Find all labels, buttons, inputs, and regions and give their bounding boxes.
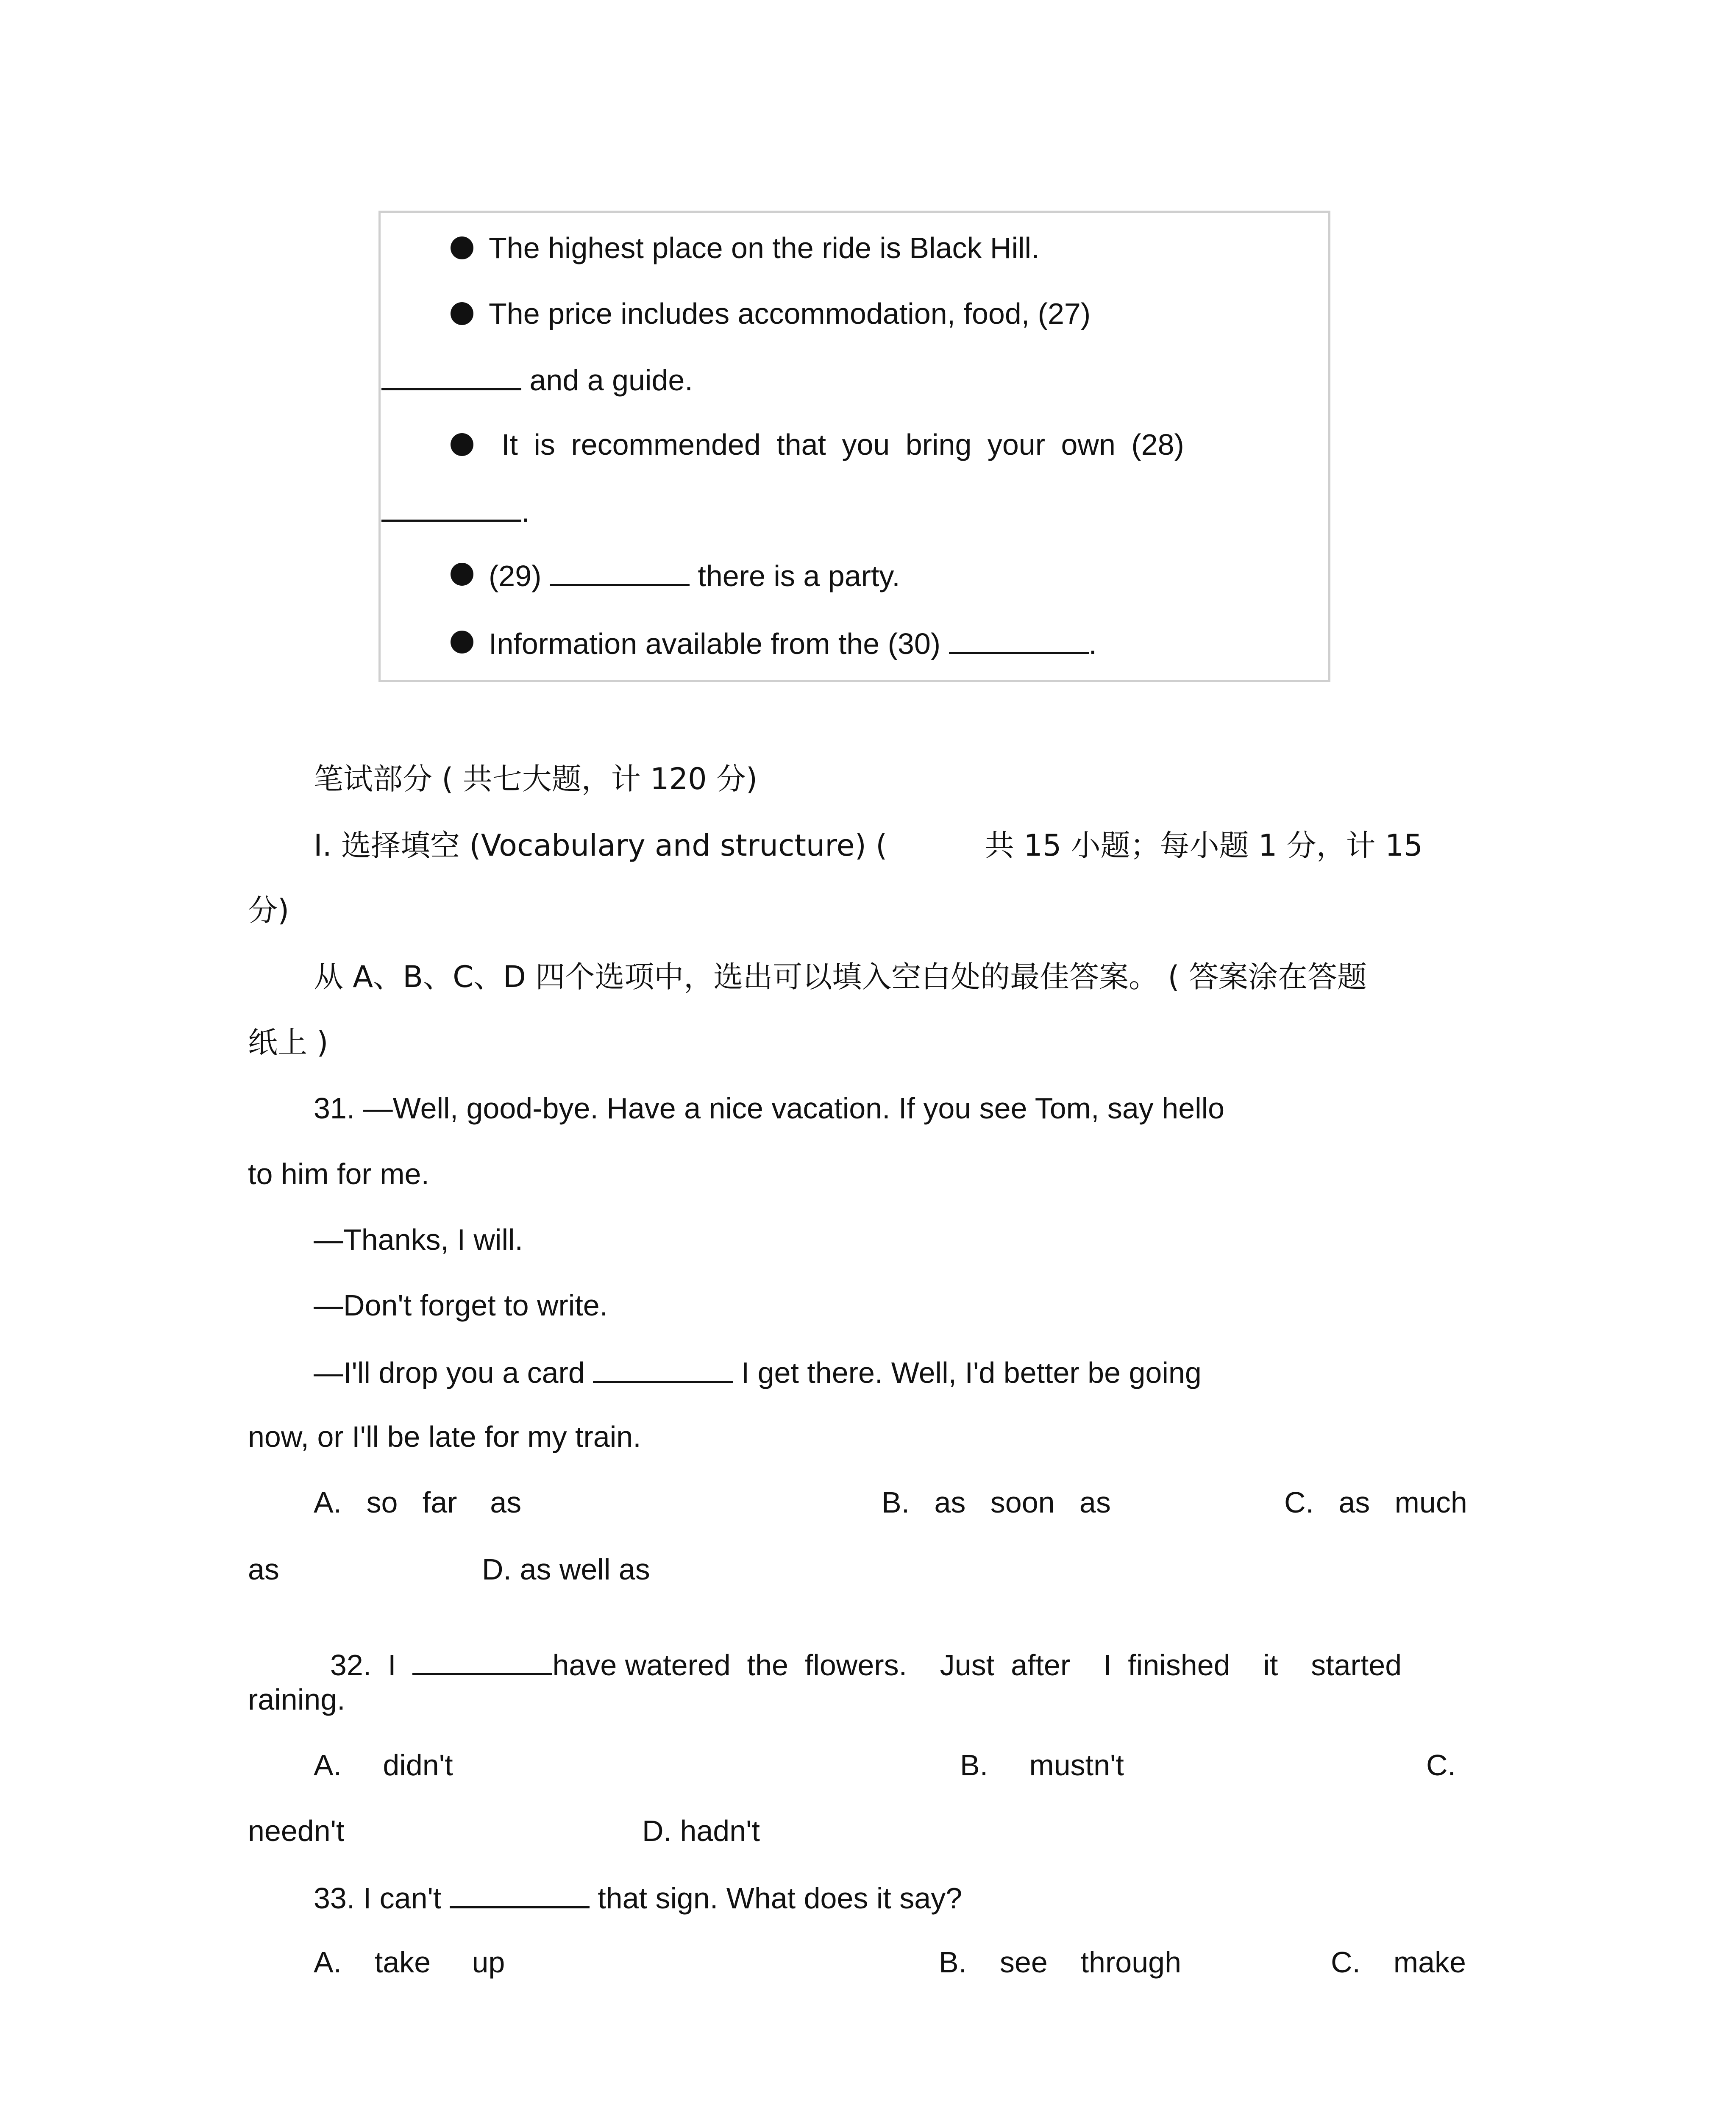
q32-line1-tail: have watered the flowers. Just after I finished it started — [552, 1649, 1402, 1682]
answer-blank-27 — [381, 364, 521, 390]
part1-heading-cont: 分) — [248, 893, 289, 928]
q33-option-c: C. make — [1331, 1946, 1466, 1979]
q33-option-b: B. see through — [939, 1946, 1181, 1979]
bullet-text-4 — [489, 559, 900, 591]
q31-option-b: B. as soon as — [882, 1486, 1111, 1519]
q31-line2: to him for me. — [248, 1157, 429, 1190]
bullet-text-2 — [489, 299, 1317, 328]
bullet-text-2-words: The price includes accommodation, food, (27) — [489, 297, 1091, 330]
q32-option-b: B. mustn't — [960, 1749, 1124, 1782]
answer-blank-31 — [593, 1356, 733, 1383]
bullet-text-4-num: (29) — [489, 559, 542, 592]
q33-line1 — [314, 1882, 962, 1913]
bullet-text-2-cont — [381, 364, 693, 395]
q31-line5 — [314, 1356, 1202, 1388]
bullet-icon — [451, 563, 473, 586]
part1-heading-left: I. 选择填空 (Vocabulary and structure) ( — [314, 828, 887, 863]
q31-option-a: A. so far as — [314, 1486, 522, 1519]
q33-line1-tail: that sign. What does it say? — [598, 1882, 963, 1915]
bullet-text-3: It is recommended that you bring your own (28) — [501, 428, 1184, 461]
answer-blank-29 — [550, 559, 690, 586]
bullet-text-3-cont — [381, 495, 529, 526]
q32-option-c: C. — [1426, 1749, 1456, 1782]
bullet-text-5-tail: . — [1088, 627, 1097, 660]
bullet-text-2-tail: and a guide. — [529, 364, 693, 397]
bullet-icon — [451, 433, 473, 456]
q31-line1: 31. —Well, good-bye. Have a nice vacation. If you see Tom, say hello — [314, 1092, 1225, 1125]
instructions-cont: 纸上 ) — [248, 1025, 328, 1060]
q32-line1 — [314, 1619, 1402, 1680]
q31-option-c: C. as much — [1284, 1486, 1467, 1519]
q32-line2: raining. — [248, 1683, 345, 1716]
bullet-icon — [451, 302, 473, 325]
bullet-text-1: The highest place on the ride is Black Hill. — [489, 231, 1040, 264]
q33-line1-head: 33. I can't — [314, 1882, 442, 1915]
q31-line5-head: —I'll drop you a card — [314, 1356, 585, 1389]
q32-option-d: D. hadn't — [642, 1814, 760, 1847]
q31-line5-tail: I get there. Well, I'd better be going — [741, 1356, 1202, 1389]
bullet-text-5-head: Information available from the (30) — [489, 627, 941, 660]
q32-option-c-cont: needn't — [248, 1814, 345, 1847]
q31-line6: now, or I'll be late for my train. — [248, 1420, 641, 1453]
q32-option-a: A. didn't — [314, 1749, 453, 1782]
answer-blank-28 — [381, 495, 521, 522]
bullet-text-5 — [489, 627, 1097, 659]
q31-option-c-cont: as — [248, 1553, 279, 1586]
section-title: 笔试部分 ( 共七大题，计 120 分) — [314, 762, 758, 796]
bullet-text-4-tail: there is a party. — [698, 559, 900, 592]
answer-blank-30 — [949, 627, 1089, 654]
bullet-icon — [451, 236, 473, 259]
q31-line4: —Don't forget to write. — [314, 1289, 608, 1322]
q33-option-a: A. take up — [314, 1946, 505, 1979]
instructions: 从 A、B、C、D 四个选项中，选出可以填入空白处的最佳答案。 ( 答案涂在答题 — [314, 959, 1367, 994]
answer-blank-32 — [412, 1649, 552, 1675]
answer-blank-33 — [450, 1882, 590, 1908]
part1-heading-right: 共 15 小题；每小题 1 分，计 15 — [985, 828, 1423, 863]
bullet-text-3-tail: . — [521, 495, 530, 528]
bullet-icon — [451, 631, 473, 653]
q31-line3: —Thanks, I will. — [314, 1223, 523, 1256]
q32-line1-head: 32. I — [330, 1649, 396, 1682]
q31-option-d: D. as well as — [482, 1553, 650, 1586]
